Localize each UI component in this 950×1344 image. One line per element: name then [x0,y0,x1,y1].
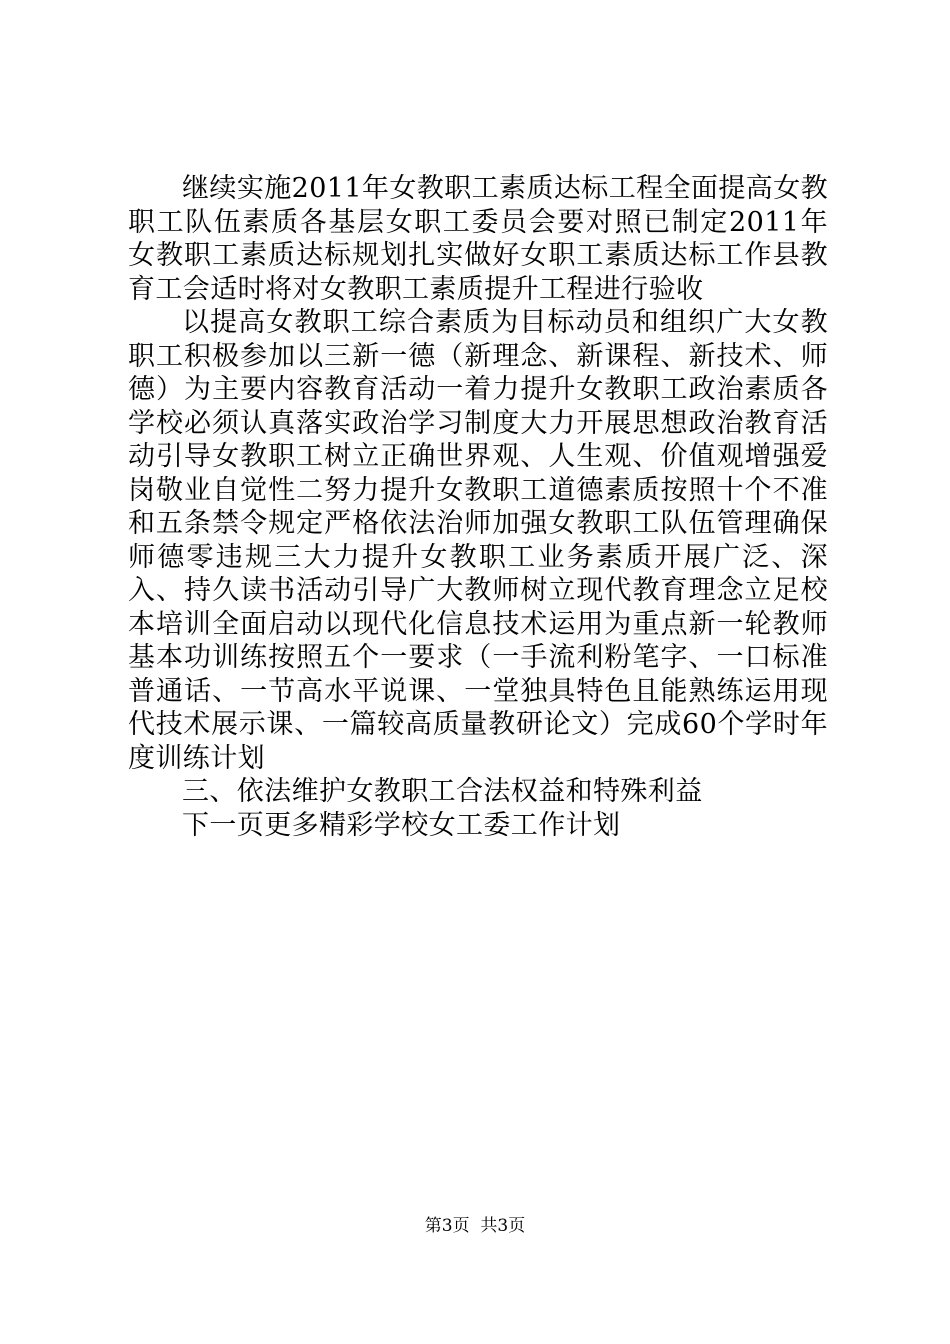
next-page-link-text: 下一页更多精彩学校女工委工作计划 [182,809,621,841]
page-number: 第3页 共3页 [424,1216,526,1236]
document-body [128,172,828,842]
page-footer [0,1215,950,1237]
paragraph-1: 继续实施2011年女教职工素质达标工程全面提高女教职工队伍素质各基层女职工委员会要对照已制定2011年女教职工素质达标规划扎实做好女职工素质达标工作县教育工会适时将对女教职工素质提升工程进行验收 [128,173,828,305]
section-heading: 三、依法维护女教职工合法权益和特殊利益 [182,776,703,807]
paragraph-2: 以提高女教职工综合素质为目标动员和组织广大女教职工积极参加以三新一德（新理念、新课程、新技术、师德）为主要内容教育活动一着力提升女教职工政治素质各学校必须认真落实政治学习制度大力开展思想政治教育活动引导女教职工树立正确世界观、人生观、价值观增强爱岗敬业自觉性二努力提升女教职工道德素质按照十个不准和五条禁令规定严格依法治师加强女教职工队伍管理确保师德零违规三大力提升女教职工业务素质开展广泛、深入、持久读书活动引导广大教师树立现代教育理念立足校本培训全面启动以现代化信息技术运用为重点新一轮教师基本功训练按照五个一要求（一手流利粉笔字、一口标准普通话、一节高水平说课、一堂独具特色且能熟练运用现代技术展示课、一篇较高质量教研论文）完成60个学时年度训练计划 [128,307,828,774]
